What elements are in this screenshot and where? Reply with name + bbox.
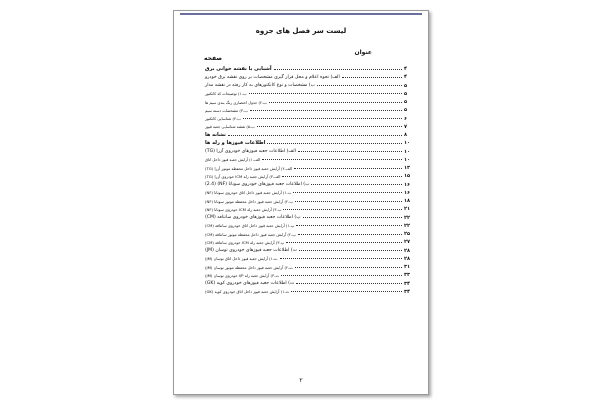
toc-entry-page: ۳۱ [404,264,411,271]
toc-entry-page: ۱۶ [404,181,411,188]
toc-entry-title: پ) اطلاعات جعبه فیوزهای خودروی سانتافه (CM) [205,215,301,221]
toc-entry-leader [267,143,402,144]
toc-entry-title: الف-۲) آرایش جعبه فیوز داخل محفظه موتور آزرا (TG) [205,165,293,171]
toc-entry-page: ۳۳ [404,272,411,279]
toc-entry-leader [296,283,402,284]
toc-entry-page: ۲۷ [404,239,411,246]
page-number: ۲ [299,377,303,384]
toc-entry[interactable] [204,238,414,246]
table-of-contents [204,65,414,296]
toc-entry-page: ۲۱ [404,206,411,213]
toc-header [204,49,414,63]
toc-entry-page: ۱۰ [404,140,411,147]
toc-entry[interactable] [204,189,414,197]
toc-entry-leader [294,168,402,169]
toc-entry-page: ۷ [404,123,408,130]
toc-entry-page: ۴ [404,74,408,81]
toc-entry-title: ب) مشخصات و نوع کانکتورهای به کار رفته در نقشه مدار [205,83,315,89]
toc-entry-leader [317,85,402,86]
toc-entry[interactable] [204,65,414,73]
toc-entry-page: ۲۸ [404,255,411,262]
toc-entry-title: اطلاعات فیوزها و رله ها [205,140,266,147]
toc-entry[interactable] [204,164,414,172]
header-rule [180,13,422,15]
toc-entry-title: پ-۳) آرایش جعبه رله ICM خودروی سانتافه (CM) [205,239,285,245]
toc-entry[interactable] [204,156,414,164]
toc-entry[interactable] [204,90,414,98]
toc-entry-title: ب-۵) نقشه شناسایی جعبه فیوز [205,124,255,130]
toc-entry-title: الف) نحوه اعلام و محل قرار گیری مشخصات بر روی نقشه برق خودرو [205,74,340,80]
toc-entry-page: ۲۸ [404,247,411,254]
toc-entry-leader [280,258,402,259]
toc-entry-title: پ-۲) آرایش جعبه فیوز داخل محفظه موتور سانتافه (CM) [205,231,296,237]
toc-entry[interactable] [204,82,414,90]
toc-entry[interactable] [204,139,414,147]
toc-entry-page: ۵ [404,107,408,114]
toc-entry-leader [303,217,402,218]
toc-entry-page: ۳۴ [404,288,411,295]
toc-entry-page: ۵ [404,82,408,89]
toc-entry-page: ۸ [404,132,408,139]
toc-entry[interactable] [204,181,414,189]
toc-entry[interactable] [204,288,414,296]
toc-entry[interactable] [204,214,414,222]
toc-entry-leader [295,201,402,202]
toc-entry-leader [228,135,402,136]
toc-entry-title: ب-۴) شناسایی کانکتور [205,116,241,122]
toc-entry-title: ب-۳) مشخصات دسته سیم [205,107,248,113]
toc-entry-leader [257,126,402,127]
document-page [173,10,429,395]
toc-entry-leader [250,110,402,111]
toc-entry[interactable] [204,271,414,279]
toc-entry[interactable] [204,148,414,156]
toc-entry-title: ب-۱) توضیحات کد کانکتور [205,91,247,97]
toc-entry-title: الف-۱) آرایش جعبه فیوز داخل اتاق [205,157,261,163]
toc-entry-page: ۶ [404,115,408,122]
toc-entry-page: ۱۸ [404,198,411,205]
toc-entry-page: ۵ [404,99,408,106]
toc-entry-page: ۲۲ [404,222,411,229]
toc-entry-leader [281,275,402,276]
toc-entry[interactable] [204,123,414,131]
toc-entry[interactable] [204,205,414,213]
toc-entry-leader [282,176,402,177]
toc-entry-leader [262,159,402,160]
toc-entry-leader [269,102,402,103]
toc-entry-title: نشانه ها [205,132,226,139]
toc-entry-page: ۱۶ [404,189,411,196]
toc-entry[interactable] [204,247,414,255]
toc-entry-page: ۲۲ [404,214,411,221]
toc-entry-page: ۱۰ [404,148,411,155]
toc-entry-title: الف) اطلاعات جعبه فیوزهای خودروی آزرا (TG) [205,149,296,155]
toc-entry-leader [286,242,402,243]
toc-entry-leader [291,291,402,292]
toc-entry-page: ۳۴ [404,280,411,287]
toc-entry-title: ت-۳) آرایش جعبه رله I/P خودروی توسان (JM) [205,272,280,278]
toc-entry[interactable] [204,131,414,139]
toc-entry-leader [274,69,402,70]
toc-entry-title: ت-۲) آرایش جعبه فیوز داخل محفظه موتور توسان (JM) [205,264,293,270]
toc-entry-leader [296,225,402,226]
toc-entry-title: آشنایی با نقشه خوانی برق [205,66,272,73]
toc-header-page: صفحه [204,55,223,62]
toc-header-subject: عنوان [354,49,372,56]
toc-entry[interactable] [204,197,414,205]
toc-entry[interactable] [204,222,414,230]
toc-entry[interactable] [204,263,414,271]
toc-entry[interactable] [204,230,414,238]
toc-entry-title: ث) اطلاعات جعبه فیوزهای خودروی کوپه (GK) [205,281,295,287]
toc-entry-leader [298,234,402,235]
toc-entry[interactable] [204,106,414,114]
toc-entry-page: ۲۵ [404,231,411,238]
toc-entry-title: ث-۱) آرایش جعبه فیوز داخل اتاق خودروی کوپه (GK) [205,289,290,295]
toc-entry[interactable] [204,172,414,180]
toc-entry-page: ۱۰ [404,156,411,163]
toc-entry-title: ب-۳) آرایش جعبه رله ICM خودروی سوناتا (NF) [205,206,282,212]
toc-entry-title: ت) اطلاعات جعبه فیوزهای خودروی توسان (JM) [205,248,297,254]
toc-entry[interactable] [204,115,414,123]
toc-entry-leader [298,151,402,152]
toc-entry-title: پ-۱) آرایش جعبه فیوز داخل اتاق خودروی سانتافه (CM) [205,223,295,229]
toc-entry[interactable] [204,98,414,106]
page-title: لیست سر فصل های جزوه [255,27,347,35]
toc-entry-leader [342,77,402,78]
toc-entry-leader [249,93,402,94]
toc-entry[interactable] [204,280,414,288]
toc-entry-title: ب-۱) آرایش جعبه فیوز داخل اتاق خودروی سوناتا (NF) [205,190,292,196]
toc-entry-title: الف-۳) آرایش جعبه رله ICM خودروی آزرا (TG) [205,173,281,179]
toc-entry-leader [283,209,402,210]
toc-entry-title: ت-۱) آرایش جعبه فیوز داخل اتاق توسان (JM) [205,256,278,262]
toc-entry-leader [311,184,402,185]
toc-entry-page: ۴ [404,66,408,73]
toc-entry[interactable] [204,255,414,263]
toc-entry-page: ۱۵ [404,173,411,180]
toc-entry-leader [243,118,402,119]
toc-entry-title: ب-۲) آرایش جعبه فیوز داخل محفظه موتور سوناتا (NF) [205,198,294,204]
toc-entry-page: ۱۳ [404,165,411,172]
toc-entry-leader [293,192,402,193]
toc-entry-page: ۵ [404,90,408,97]
toc-entry[interactable] [204,73,414,81]
toc-entry-leader [299,250,402,251]
toc-entry-leader [295,267,402,268]
toc-entry-title: ب) اطلاعات جعبه فیوزهای خودروی سوناتا (NF) (2.4) [205,182,310,188]
toc-entry-title: ب-۲) جدول اختصاری رنگ بندی سیم ها [205,99,267,105]
